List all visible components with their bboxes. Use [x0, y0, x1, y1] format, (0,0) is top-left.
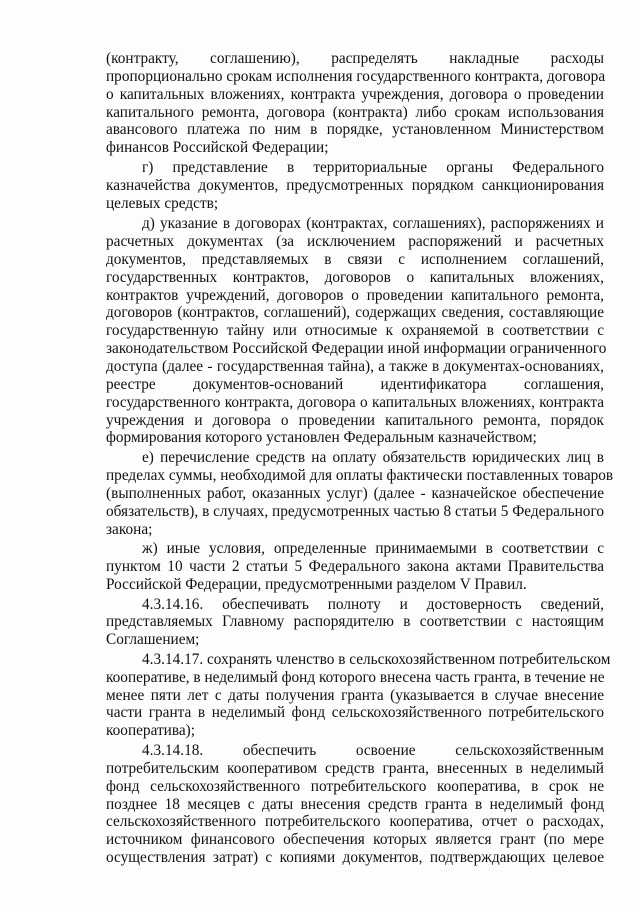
text-line: 4.3.14.17. сохранять членство в сельскохозяйственном потребительском — [142, 651, 611, 668]
text-line: потребительским кооперативом средств гранта, внесенных в неделимый — [106, 760, 604, 777]
text-line: расчетных документах (за исключением распоряжений и расчетных — [106, 233, 604, 250]
text-line: целевых средств; — [106, 195, 219, 212]
text-line: г) представление в территориальные органы Федерального — [142, 159, 604, 176]
text-line: 4.3.14.16. обеспечивать полноту и достоверность сведений, — [142, 596, 604, 613]
text-line: кооператива); — [106, 722, 195, 739]
text-line: источником финансового обеспечения которых является грант (по мере — [106, 831, 604, 848]
text-line: реестре документов-оснований идентификатора соглашения, — [106, 376, 604, 393]
text-line: государственную тайну или относимые к охраняемой в соответствии с — [106, 322, 604, 339]
text-line: осуществления затрат) с копиями документов, подтверждающих целевое — [106, 849, 604, 866]
text-line: обязательств), в случаях, предусмотренных частью 8 статьи 5 Федерального — [106, 503, 604, 520]
text-line: формирования которого установлен Федеральным казначейством; — [106, 429, 537, 446]
text-line: (выполненных работ, оказанных услуг) (далее - казначейское обеспечение — [106, 485, 604, 502]
text-line: ж) иные условия, определенные принимаемыми в соответствии с — [142, 540, 604, 557]
text-line: контрактов учреждений, договоров о проведении капитального ремонта, — [106, 287, 604, 304]
text-line: Российской Федерации, предусмотренными разделом V Правил. — [106, 576, 527, 593]
text-line: фонд сельскохозяйственного потребительского кооператива, в срок не — [106, 778, 604, 795]
text-line: д) указание в договорах (контрактах, соглашениях), распоряжениях и — [142, 215, 604, 232]
text-line: государственного контракта, договора о капитальных вложениях, контракта — [106, 394, 604, 411]
text-line: государственных контрактов, договоров о капитальных вложениях, — [106, 269, 604, 286]
text-line: представляемых Главному распорядителю в соответствии с настоящим — [106, 613, 604, 630]
text-line: о капитальных вложениях, контракта учреждения, договора о проведении — [106, 86, 604, 103]
text-line: договоров (контрактов, соглашений), содержащих сведения, составляющие — [106, 304, 604, 321]
text-line: пунктом 10 части 2 статьи 5 Федерального закона актами Правительства — [106, 558, 604, 575]
text-line: учреждения и договора о проведении капитального ремонта, порядок — [106, 412, 604, 429]
text-line: финансов Российской Федерации; — [106, 139, 329, 156]
text-line: части гранта в неделимый фонд сельскохозяйственного потребительского — [106, 704, 604, 721]
text-line: кооперативе, в неделимый фонд которого внесена часть гранта, в течение не — [106, 669, 605, 686]
text-line: документов, представляемых в связи с исполнением соглашений, — [106, 251, 604, 268]
text-line: авансового платежа по ним в порядке, установленном Министерством — [106, 121, 604, 138]
text-line: сельскохозяйственного потребительского кооператива, отчет о расходах, — [106, 813, 604, 830]
text-line: Соглашением; — [106, 631, 200, 648]
text-line: капитального ремонта, договора (контракта) либо срокам использования — [106, 104, 604, 121]
text-line: е) перечисление средств на оплату обязательств юридических лиц в — [142, 449, 604, 466]
text-line: менее пяти лет с даты получения гранта (указывается в случае внесение — [106, 687, 604, 704]
text-line: 4.3.14.18. обеспечить освоение сельскохозяйственным — [142, 742, 604, 759]
text-line: (контракту, соглашению), распределять накладные расходы — [106, 50, 604, 67]
text-line: законодательством Российской Федерации иной информации ограниченного — [106, 340, 607, 357]
text-line: казначейства документов, предусмотренных порядком санкционирования — [106, 177, 604, 194]
text-line: пропорционально срокам исполнения государственного контракта, договора — [106, 68, 606, 85]
text-line: пределах суммы, необходимой для оплаты фактически поставленных товаров — [106, 467, 614, 484]
text-line: закона; — [106, 521, 153, 538]
text-line: доступа (далее - государственная тайна), а также в документах-основаниях, — [106, 358, 604, 375]
text-line: позднее 18 месяцев с даты внесения средств гранта в неделимый фонд — [106, 796, 604, 813]
